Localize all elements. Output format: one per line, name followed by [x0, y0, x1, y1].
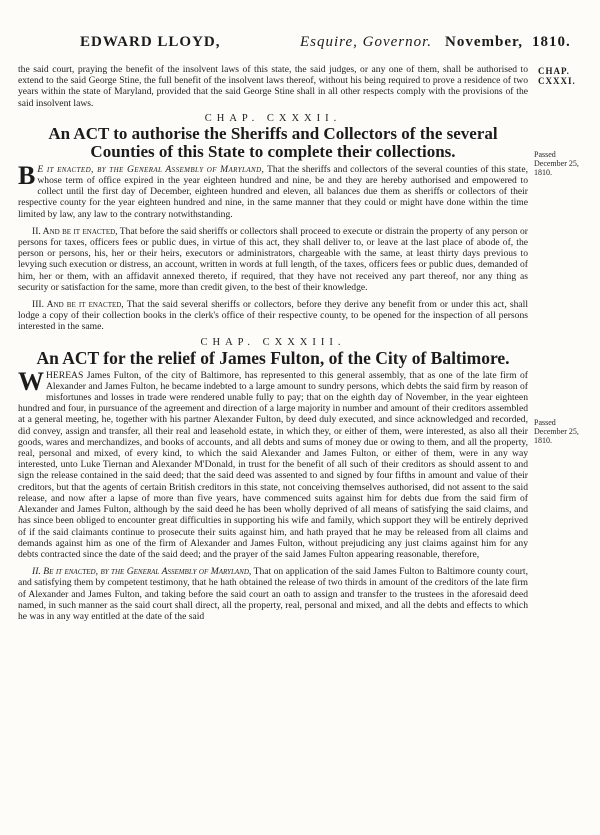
margin-chap-ref	[538, 66, 576, 86]
section-text: That the sheriffs and collectors of the several counties of this state, whose term of office expired in the year eighteen hundred and nine, be and they are hereby authorised and empowered to collect until the first day of December, eighteen hundred and eleven, all balances due them as sheriffs or collectors of their respective county for the year eighteen hundred and nine, in the same manner that they could or might have done within the time limited by law, any law to the contrary notwithstanding.	[18, 163, 528, 220]
section-lead: III. And be it enacted,	[32, 299, 124, 311]
section-text: That the said several sheriffs or collectors, before they derive any benefit from or under this act, shall lodge a copy of their collection books in the clerk's office of their respective county, to be opened for the inspection of all persons interested in the same.	[18, 299, 528, 333]
header-title: Esquire, Governor.	[300, 34, 433, 50]
margin-passed-note-1: Passed December 25, 1810.	[534, 150, 579, 177]
dropcap-b: B	[18, 160, 36, 190]
chap-132-section-3	[18, 299, 528, 333]
chap-133-title: An ACT for the relief of James Fulton, of the City of Baltimore.	[36, 347, 510, 368]
margin-chap-label: CHAP.	[538, 66, 570, 76]
enacting-clause: II. Be it enacted, by the General Assembly of Maryland,	[32, 566, 252, 578]
margin-chap-number: CXXXI.	[538, 76, 576, 86]
chap-132-heading: CHAP. CXXXII.	[204, 112, 342, 124]
section-text: That before the said sheriffs or collectors shall proceed to execute or distrain the property of any person or persons for taxes, officers fees or public dues, in virtue of this act, they shall deliver to, or leave at the last place of abode of, the person or persons, his, her or their heirs, executors or administrators, chargeable with the same, at least thirty days previous to levying such execution or distress, an account, written in words at full length, of the taxes, officers fees or public dues, demanded of him, her or them, with an affidavit annexed thereto, if required, that they have not received any part thereof, nor any thing as security or satisfaction for the same, more than credit given, to the best of their knowledge.	[18, 225, 528, 293]
page-body	[18, 64, 528, 622]
enacting-clause: E it enacted, by the General Assembly of Maryland,	[37, 163, 265, 175]
running-header	[80, 34, 580, 54]
header-year: 1810.	[532, 34, 571, 50]
chap-132-section-2	[18, 226, 528, 293]
section-text: That on application of the said James Fulton to Baltimore county court, and satisfying them by competent testimony, that he hath obtained the release of two thirds in amount of the creditors of the late firm of Alexander and James Fulton, and taking before the said court an oath to assign and transfer to the trustees in the aforesaid deed named, in such manner as the said court shall direct, all the property, real, personal and mixed, and all the debts and effects to which he was in any way entitled at the date of the said	[18, 566, 528, 622]
section-lead: II. And be it enacted,	[32, 225, 118, 237]
margin-passed-note-2: Passed December 25, 1810.	[534, 418, 579, 445]
intro-paragraph: the said court, praying the benefit of the insolvent laws of this state, the said judges, or any one of them, shall be authorised to extend to the said George Stine, the full benefit of the insolvent laws thereof, without his being required to prove a residence of two years within the state of Maryland, provided that the said George Stine shall in all other respects comply with the provisions of the said insolvent laws.	[18, 64, 528, 109]
chap-133-section-2	[18, 566, 528, 622]
dropcap-w: W	[18, 366, 44, 396]
chap-132-section-1	[18, 160, 528, 220]
header-month: November,	[445, 34, 524, 50]
section-text: HEREAS James Fulton, of the city of Baltimore, has represented to this general assembly, that as one of the late firm of Alexander and James Fulton, he became indebted to a large amount to sundry persons, which debts the said firm by reason of misfortunes and losses in trade were rendered unable fully to pay; that on the eighth day of November, in the year eighteen hundred and four, in pursuance of the agreement and direction of a large majority in number and amount of their creditors assembled at a general meeting, he, together with his partner Alexander Fulton, by deed duly executed, and since acknowledged and recorded, did convey, assign and transfer, all their real and leasehold estate, in which they, or either of them, were interested, as also all their goods, wares and merchandizes, and books of accounts, and all debts and sums of money due or owing to them, and all the property, real, personal and mixed, of every kind, to which the said Alexander and James Fulton, or either of them, were in any way interested, unto Luke Tiernan and Alexander M'Donald, in trust for the benefit of all such of their creditors as should assent to and sign the release contained in the said deed; that the said deed was assented to and signed by four fifths in amount and value of their creditors, but that the agents of certain British creditors in this state, not conceiving themselves authorised, did not assent to the said release, and now after a lapse of more than five years, have commenced suits against him for debts due from the said firm of Alexander and James Fulton, although by the said deed he has been wholly deprived of all means of satisfying the said claims, and has since been obliged to encounter great difficulties in supporting his wife and family, which support they will be entirely deprived of if the said claimants continue to prosecute their suits against him, and hath prayed that he may be released from all claims and demands against him as one of the firm of Alexander and James Fulton, without prejudicing any just claims against him for any debts contracted since the date of the said deed; and the prayer of the said James Fulton appearing reasonable, therefore,	[18, 369, 528, 560]
header-governor: EDWARD LLOYD,	[80, 34, 221, 50]
chap-133-preamble	[18, 366, 528, 560]
chap-133-heading: CHAP. CXXXIII.	[200, 336, 346, 348]
chap-132-title: An ACT to authorise the Sheriffs and Collectors of the several Counties of this State to complete their collections.	[48, 123, 498, 161]
